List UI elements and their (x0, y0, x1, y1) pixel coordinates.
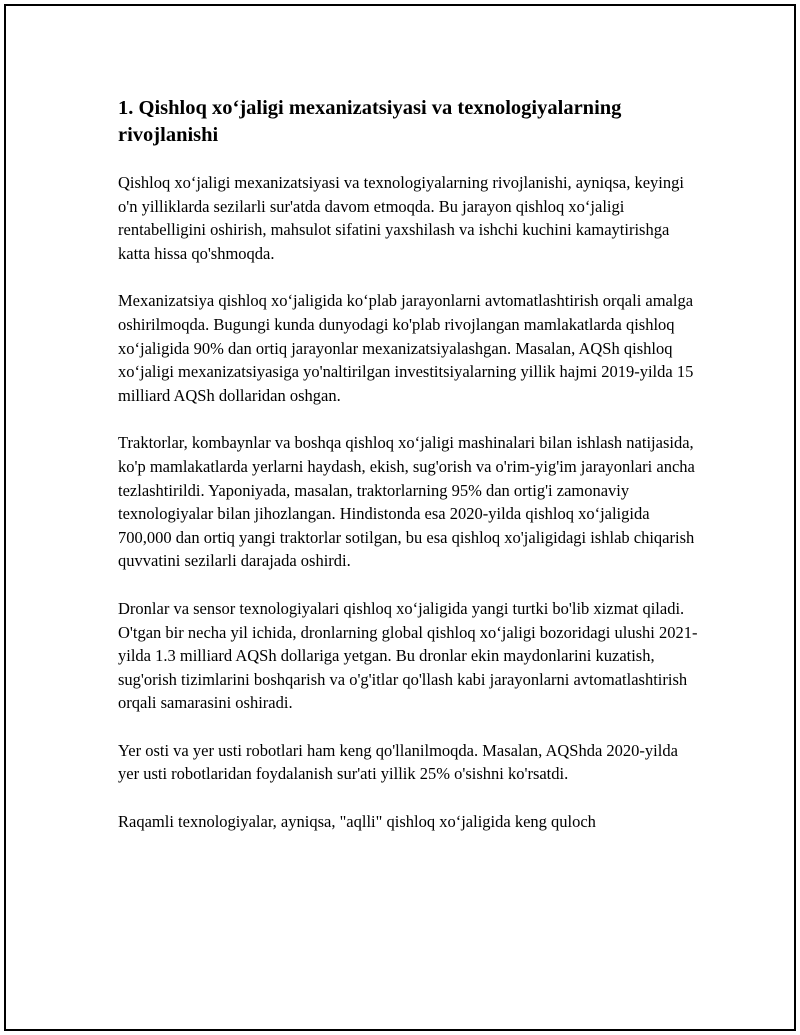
paragraph-5: Yer osti va yer usti robotlari ham keng qo'llanilmoqda. Masalan, AQShda 2020-yilda yer usti robotlaridan foydalanish sur'ati yillik 25% o'sishni ko'rsatdi. (118, 740, 678, 784)
paragraph-4: Dronlar va sensor texnologiyalari qishloq xo‘jaligida yangi turtki bo'lib xizmat qiladi. O'tgan bir necha yil ichida, dronlarning global qishloq xo‘jaligi bozoridagi ulushi 2021-yilda 1.3 milliard AQSh dollariga yetgan. Bu dronlar ekin maydonlarini kuzatish, sug'orish tizimlarini boshqarish va o'g'itlar qo'llash kabi jarayonlarni avtomatlashtirish orqali samarasini oshiradi. (118, 598, 698, 713)
paragraph-6: Raqamli texnologiyalar, ayniqsa, "aqlli" qishloq xo‘jaligida keng quloch (118, 812, 596, 832)
document-body (118, 95, 698, 858)
paragraph-2: Mexanizatsiya qishloq xo‘jaligida ko‘plab jarayonlarni avtomatlashtirish orqali amalga oshirilmoqda. Bugungi kunda dunyodagi ko'plab rivojlangan mamlakatlarda qishloq xo‘jaligida 90% dan ortiq jarayonlar mexanizatsiyalashgan. Masalan, AQSh qishloq xo‘jaligi mexanizatsiyasiga yo'naltirilgan investitsiyalarning yillik hajmi 2019-yilda 15 milliard AQSh dollaridan oshgan. (118, 291, 694, 405)
section-heading: 1. Qishloq xo‘jaligi mexanizatsiyasi va texnologiyalarning rivojlanishi (118, 97, 622, 146)
paragraph-3: Traktorlar, kombaynlar va boshqa qishloq xo‘jaligi mashinalari bilan ishlash natijasida, ko'p mamlakatlarda yerlarni haydash, ekish, sug'orish va o'rim-yig'im jarayonlari ancha tezlashtirildi. Yaponiyada, masalan, traktorlarning 95% dan ortig'i zamonaviy texnologiyalar bilan jihozlangan. Hindistonda esa 2020-yilda qishloq xo‘jaligida 700,000 dan ortiq yangi traktorlar sotilgan, bu esa qishloq xo'jaligidagi ishlab chiqarish quvvatini sezilarli darajada oshirdi. (118, 433, 695, 571)
paragraph-1: Qishloq xo‘jaligi mexanizatsiyasi va texnologiyalarning rivojlanishi, ayniqsa, keyingi o'n yilliklarda sezilarli sur'atda davom etmoqda. Bu jarayon qishloq xo‘jaligi rentabelligini oshirish, mahsulot sifatini yaxshilash va ishchi kuchini kamaytirishga katta hissa qo'shmoqda. (118, 173, 684, 263)
